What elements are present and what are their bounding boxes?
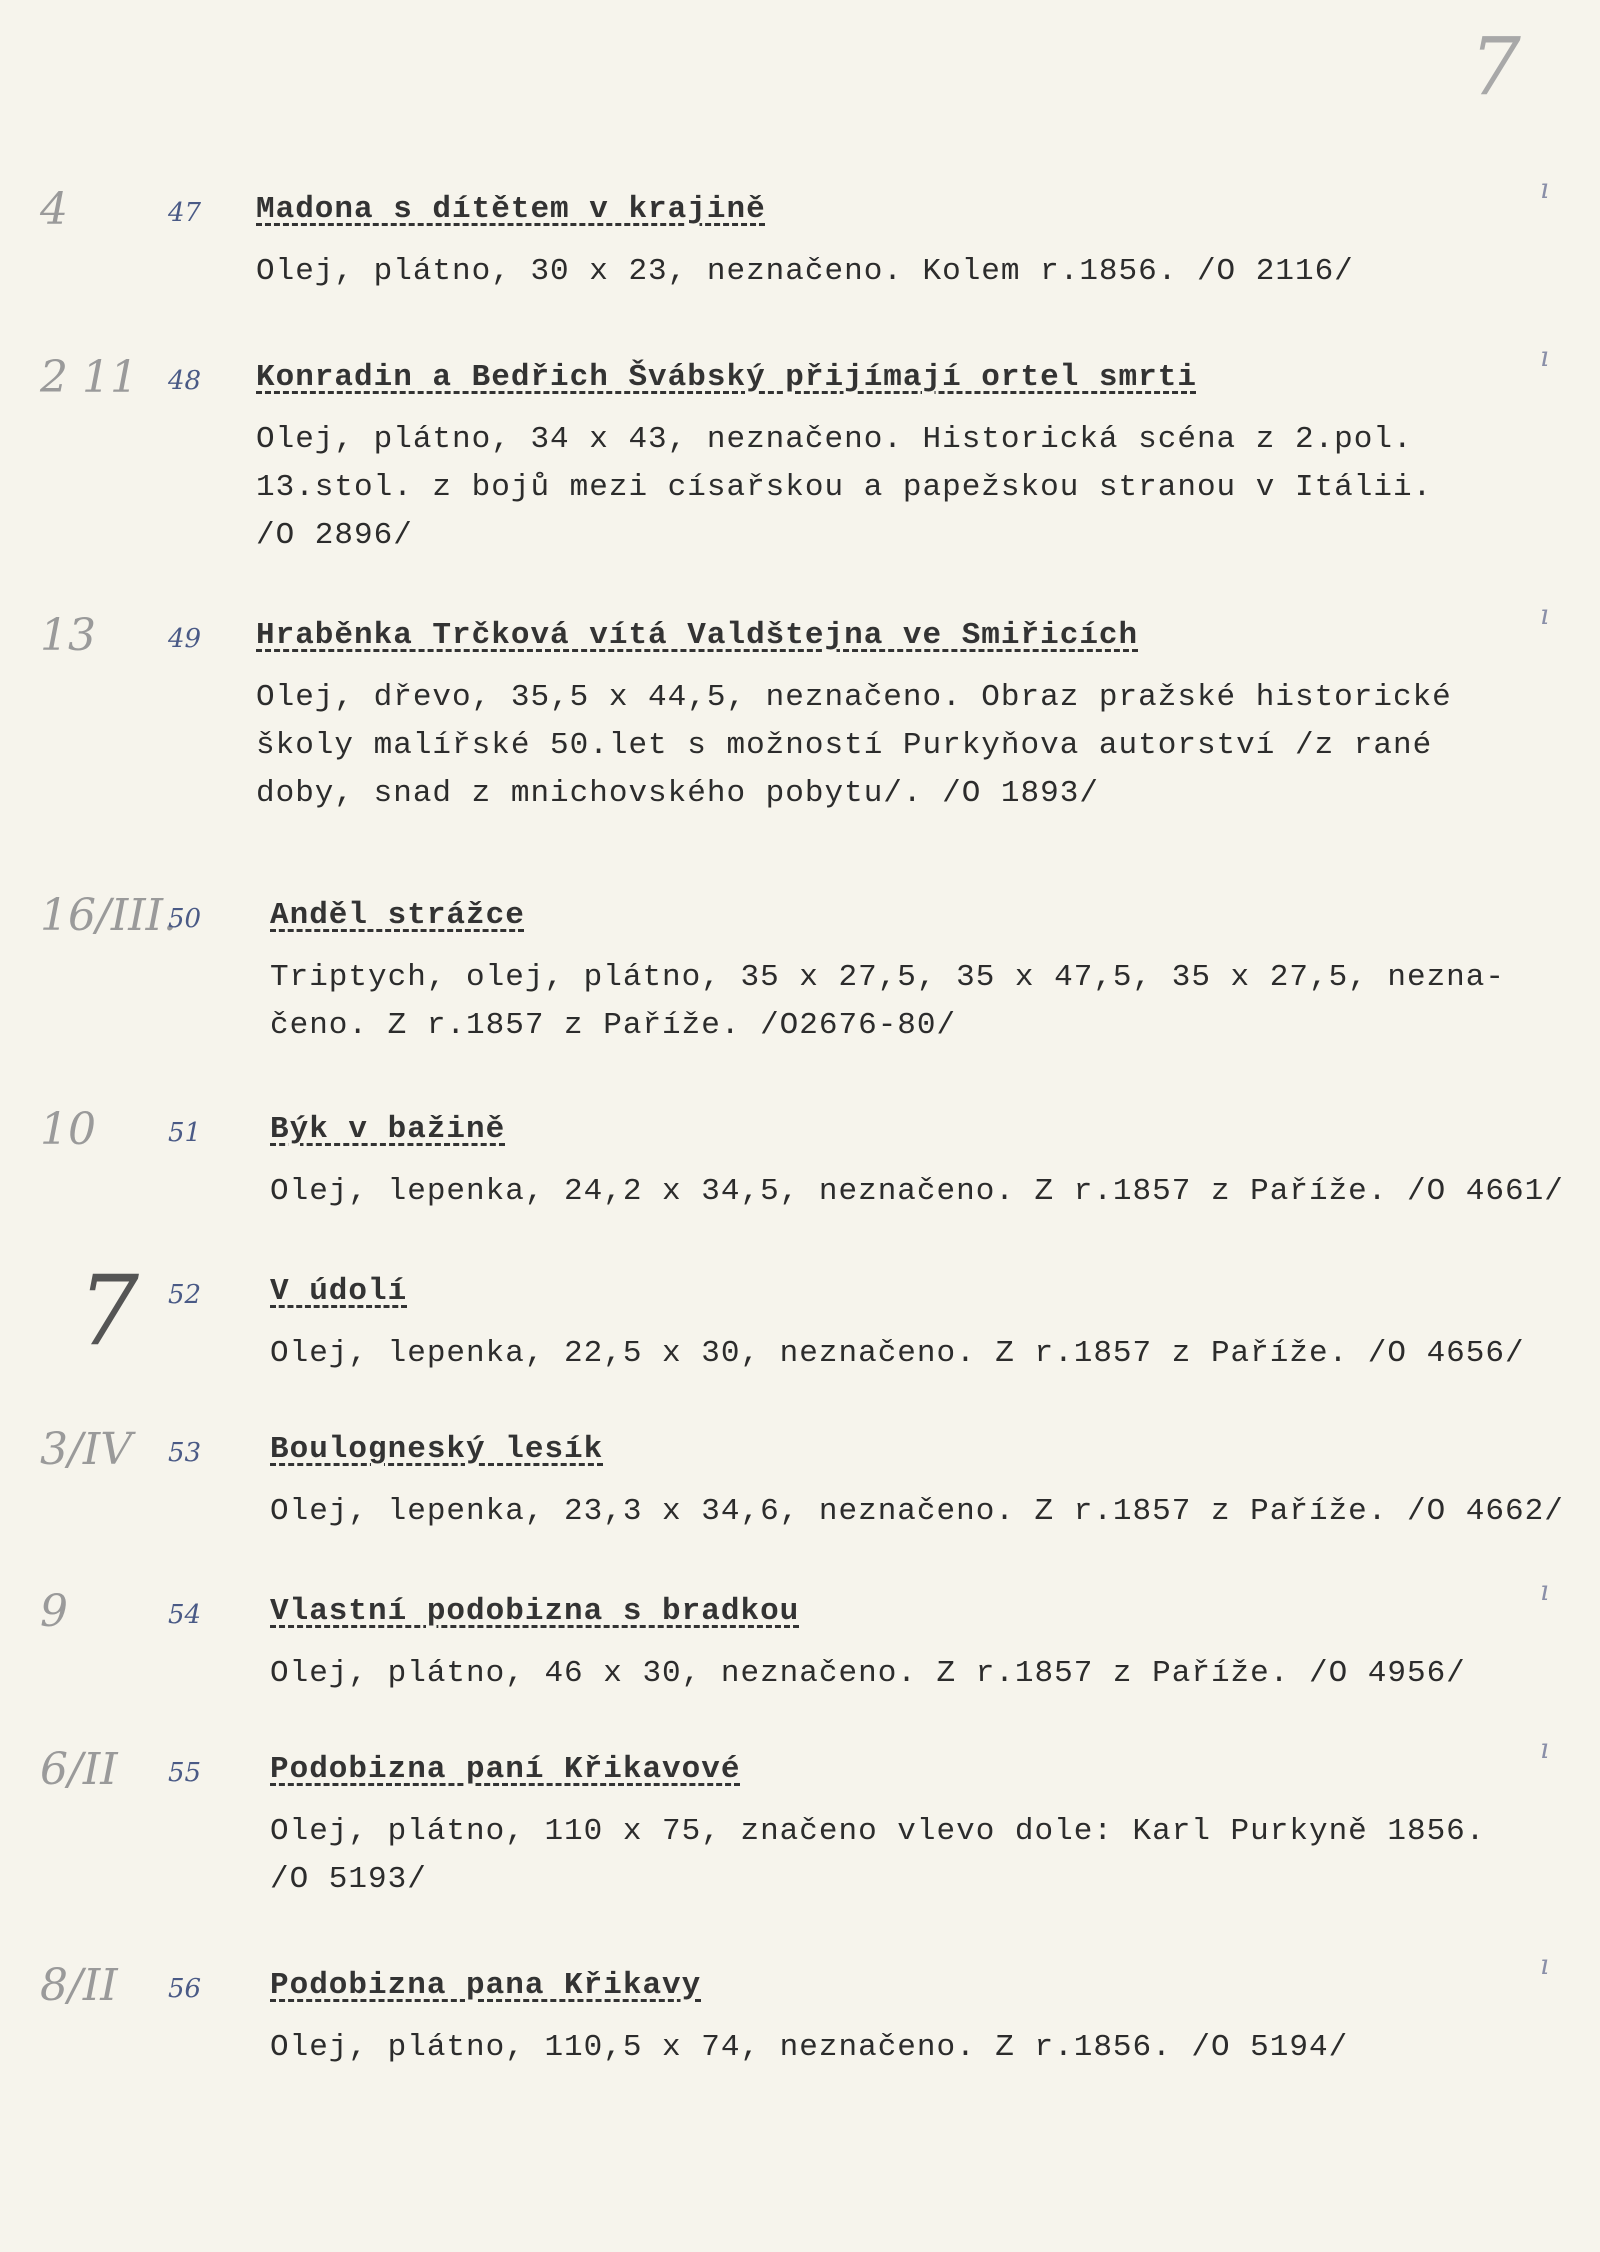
entry-number: 50 (168, 904, 202, 934)
entry-description-line: Olej, dřevo, 35,5 x 44,5, neznačeno. Obraz pražské historické (256, 680, 1452, 715)
handwritten-note: 10 (40, 1104, 96, 1155)
check-mark: ı (1540, 340, 1549, 373)
handwritten-note: 6/II (40, 1744, 118, 1795)
entry-description-line: Olej, lepenka, 23,3 x 34,6, neznačeno. Z r.1857 z Paříže. /O 4662/ (270, 1494, 1564, 1529)
check-mark: ı (1540, 598, 1549, 631)
entry-title: Boulogneský lesík (270, 1432, 604, 1467)
entry-description-line: Olej, plátno, 46 x 30, neznačeno. Z r.1857 z Paříže. /O 4956/ (270, 1656, 1466, 1691)
entry-description-line: Olej, plátno, 30 x 23, neznačeno. Kolem r.1856. /O 2116/ (256, 254, 1354, 289)
entry-title: Býk v bažině (270, 1112, 506, 1147)
entry-number: 52 (168, 1280, 202, 1310)
entry-description-line: Olej, plátno, 110,5 x 74, neznačeno. Z r.1856. /O 5194/ (270, 2030, 1349, 2065)
check-mark: ı (1540, 172, 1549, 205)
entry-title: Konradin a Bedřich Švábský přijímají ortel smrti (256, 360, 1197, 395)
entry-number: 53 (168, 1438, 202, 1468)
check-mark: ı (1540, 1574, 1549, 1607)
handwritten-note: 4 (40, 184, 68, 235)
check-mark: ı (1540, 1948, 1549, 1981)
entry-title: Podobizna pana Křikavy (270, 1968, 702, 2003)
check-mark: ı (1540, 1732, 1549, 1765)
handwritten-mark: 7 (78, 1255, 140, 1367)
entry-description-line: Olej, plátno, 34 x 43, neznačeno. Historická scéna z 2.pol. (256, 422, 1413, 457)
entry-title: Madona s dítětem v krajině (256, 192, 766, 227)
page-number: 7 (1470, 20, 1521, 113)
entry-description-line: Olej, lepenka, 22,5 x 30, neznačeno. Z r.1857 z Paříže. /O 4656/ (270, 1336, 1525, 1371)
handwritten-note: 3/IV (40, 1424, 132, 1475)
handwritten-note: 13 (40, 610, 96, 661)
entry-description-line: Triptych, olej, plátno, 35 x 27,5, 35 x 47,5, 35 x 27,5, nezna- (270, 960, 1505, 995)
entry-title: Hraběnka Trčková vítá Valdštejna ve Smiřicích (256, 618, 1139, 653)
handwritten-note: 16/III. (40, 890, 177, 941)
entry-number: 48 (168, 366, 202, 396)
entry-description-line: doby, snad z mnichovského pobytu/. /O 1893/ (256, 776, 1099, 811)
entry-number: 54 (168, 1600, 202, 1630)
entry-description-line: 13.stol. z bojů mezi císařskou a papežskou stranou v Itálii. (256, 470, 1433, 505)
entry-number: 51 (168, 1118, 202, 1148)
entry-number: 47 (168, 198, 202, 228)
entry-description-line: čeno. Z r.1857 z Paříže. /O2676-80/ (270, 1008, 957, 1043)
entry-description-line: Olej, lepenka, 24,2 x 34,5, neznačeno. Z r.1857 z Paříže. /O 4661/ (270, 1174, 1564, 1209)
entry-number: 56 (168, 1974, 202, 2004)
entry-title: Anděl strážce (270, 898, 525, 933)
entry-number: 55 (168, 1758, 202, 1788)
entry-number: 49 (168, 624, 202, 654)
entry-description-line: /O 5193/ (270, 1862, 427, 1897)
entry-description-line: školy malířské 50.let s možností Purkyňova autorství /z rané (256, 728, 1433, 763)
entry-description-line: Olej, plátno, 110 x 75, značeno vlevo dole: Karl Purkyně 1856. (270, 1814, 1486, 1849)
handwritten-note: 8/II (40, 1960, 118, 2011)
handwritten-note: 9 (40, 1586, 68, 1637)
entry-title: V údolí (270, 1274, 408, 1309)
handwritten-note: 2 11 (40, 352, 138, 403)
entry-title: Vlastní podobizna s bradkou (270, 1594, 800, 1629)
entry-description-line: /O 2896/ (256, 518, 413, 553)
entry-title: Podobizna paní Křikavové (270, 1752, 741, 1787)
